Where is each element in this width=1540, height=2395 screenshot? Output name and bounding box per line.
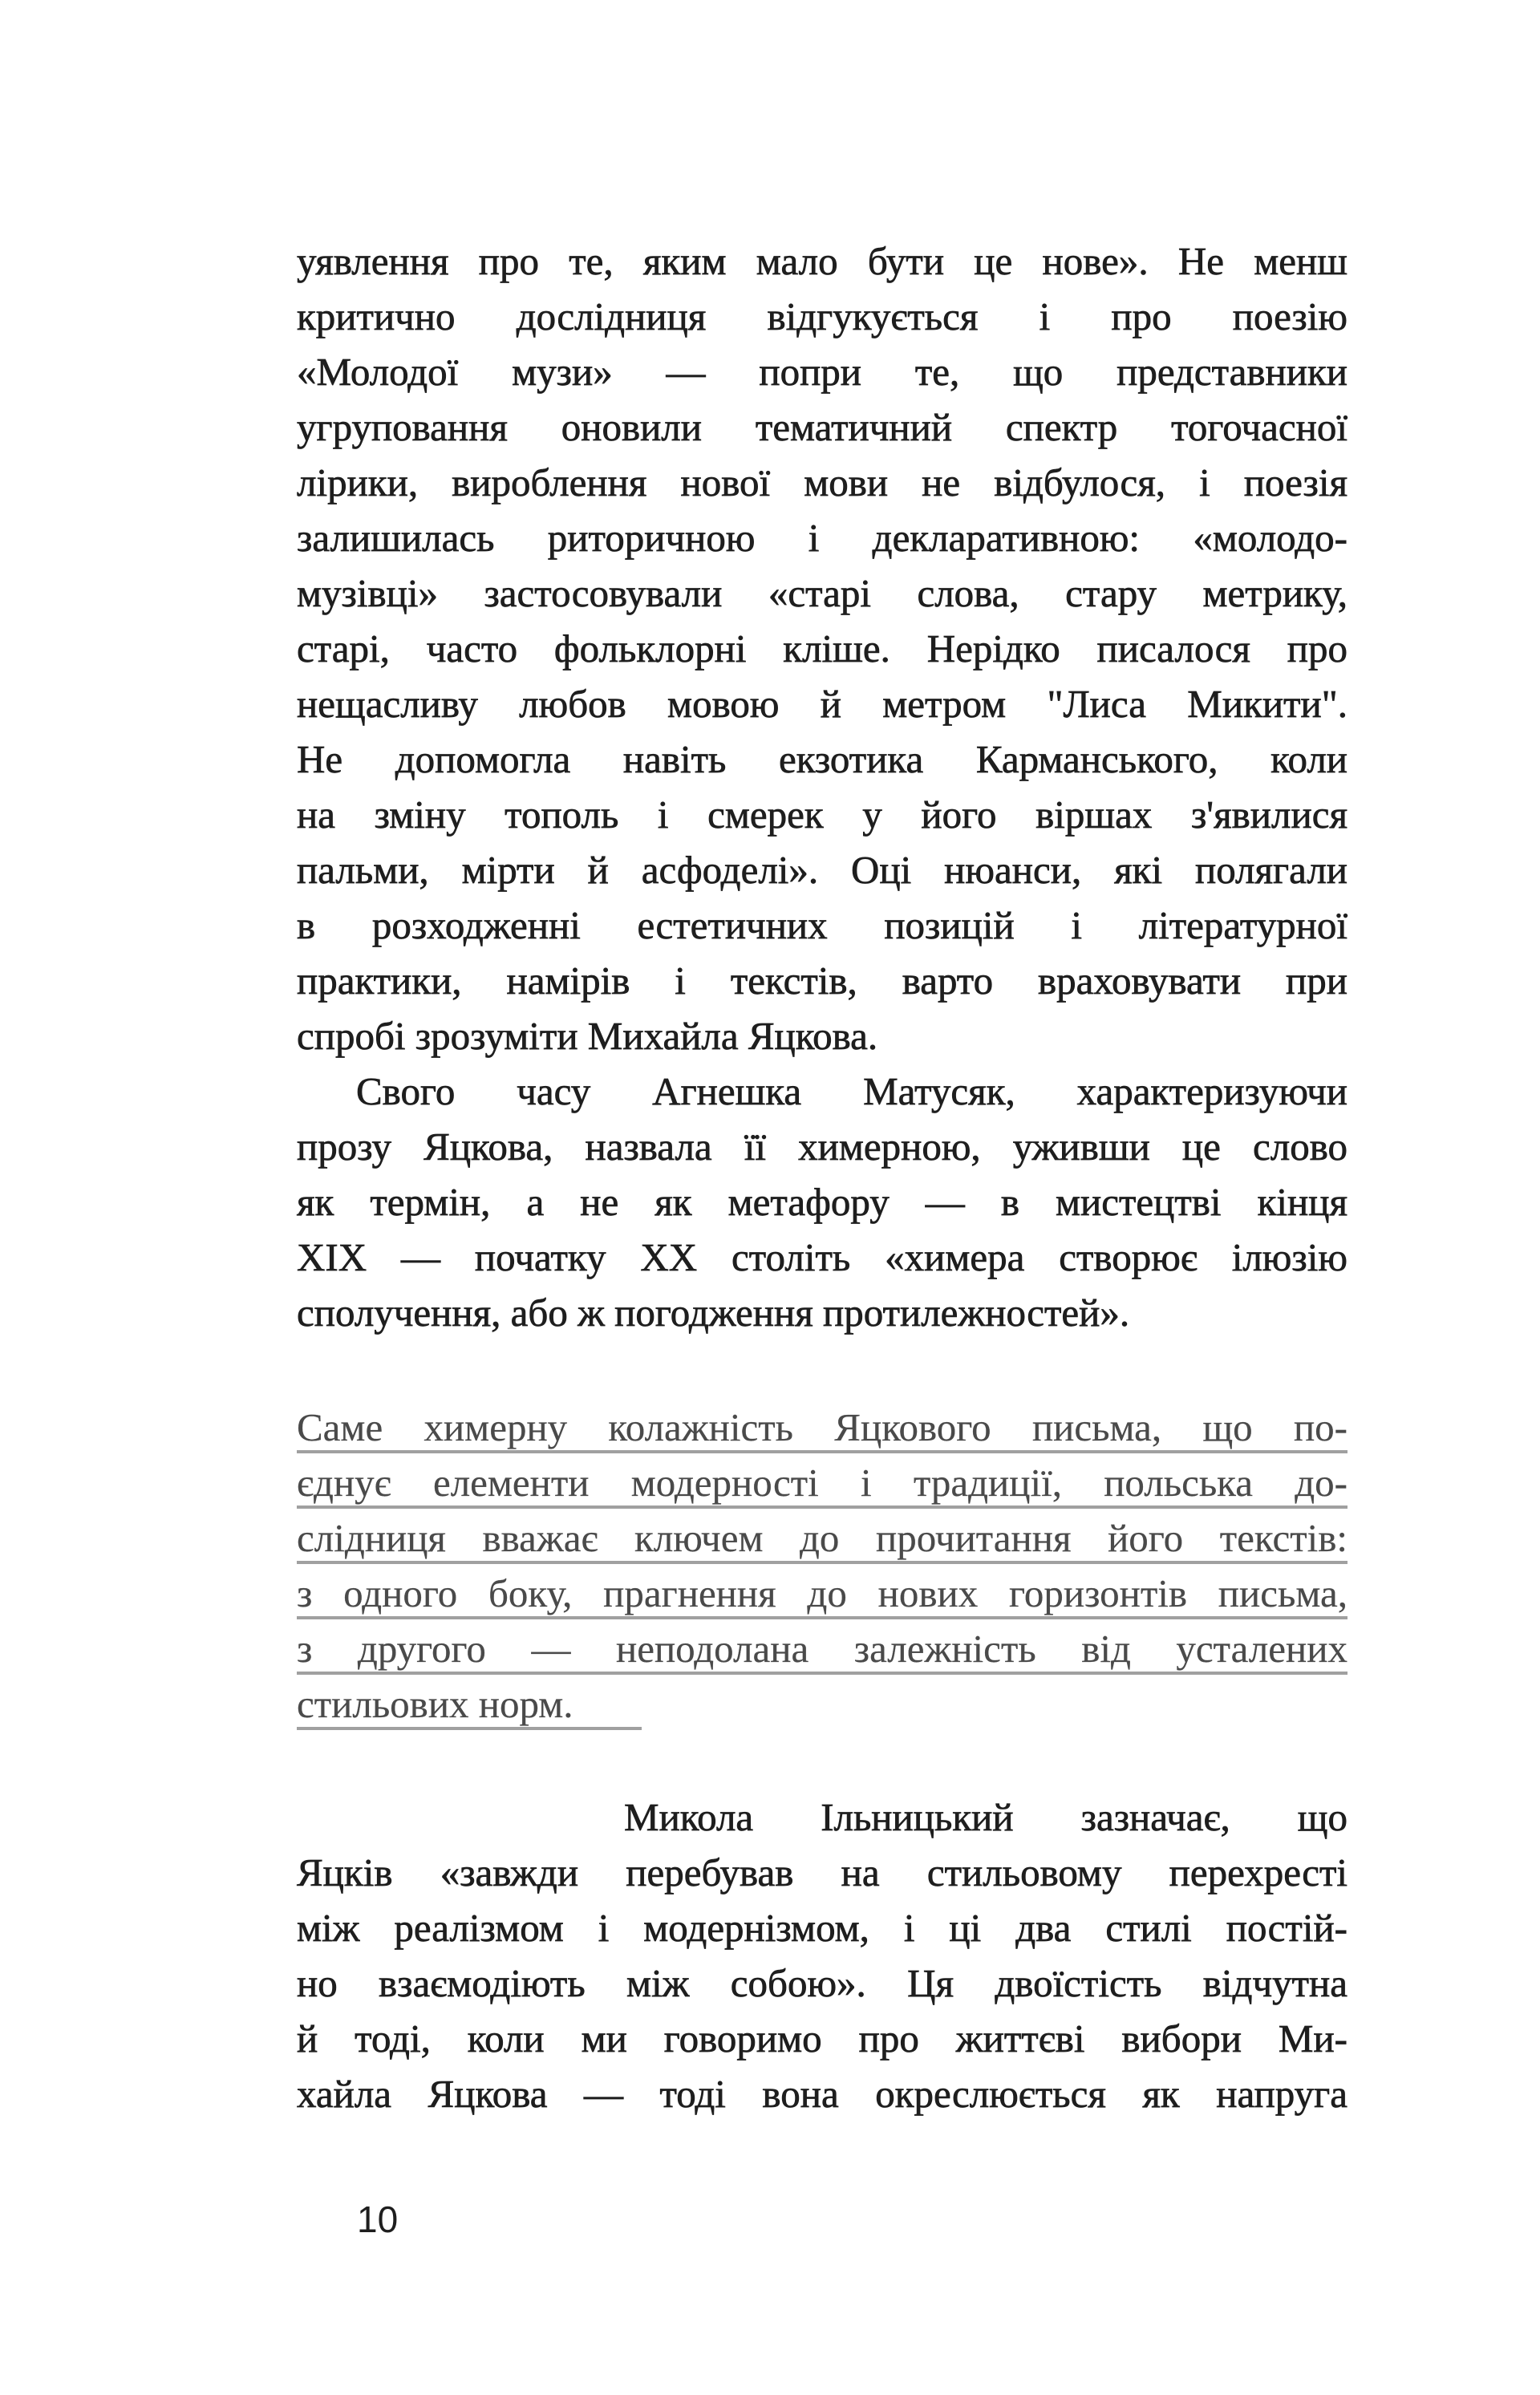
- text-line: хайла Яцкова — тоді вона окреслюється як напруга: [297, 2072, 1348, 2116]
- text-line: між реалізмом і модернізмом, і ці два стилі постій-: [297, 1906, 1348, 1950]
- text-line: «Молодої музи» — попри те, що представники: [297, 350, 1348, 394]
- text-line: критично дослідниця відгукується і про поезію: [297, 294, 1348, 338]
- highlighted-passage: [297, 1400, 1348, 1732]
- text-line: як термін, а не як метафору — в мистецтві кінця: [297, 1180, 1348, 1224]
- text-line: XIX — початку XX століть «химера створює ілюзію: [297, 1235, 1348, 1279]
- text-line: сполучення, або ж погодження протилежностей».: [297, 1291, 1130, 1335]
- text-line: Свого часу Агнешка Матусяк, характеризуючи: [356, 1069, 1348, 1113]
- text-line: залишилась риторичною і декларативною: «молодо-: [297, 516, 1348, 560]
- text-line: Яцків «завжди перебував на стильовому перехресті: [297, 1850, 1348, 1895]
- text-line: музівці» застосовували «старі слова, стару метрику,: [297, 571, 1348, 615]
- text-line: пальми, мірти й асфоделі». Оці нюанси, які полягали: [297, 848, 1348, 892]
- highlighted-text-line: стильових норм.: [297, 1676, 1348, 1732]
- text-line: прозу Яцкова, назвала її химерною, уживши це слово: [297, 1125, 1348, 1169]
- page-number: 10: [357, 2198, 399, 2240]
- body-paragraphs: [297, 233, 1348, 1340]
- text-line: старі, часто фольклорні кліше. Нерідко писалося про: [297, 626, 1348, 671]
- text-line: уявлення про те, яким мало бути це нове». Не менш: [297, 239, 1348, 283]
- text-line: й тоді, коли ми говоримо про життєві вибори Ми-: [297, 2016, 1348, 2061]
- highlighted-text-line: з другого — неподолана залежність від усталених: [297, 1621, 1348, 1676]
- highlighted-text-line: Саме химерну колажність Яцкового письма, що по-: [297, 1400, 1348, 1455]
- text-line: Не допомогла навіть екзотика Карманського, коли: [297, 737, 1348, 781]
- text-line: Микола Ільницький зазначає, що: [624, 1795, 1348, 1839]
- highlighted-text-line: слідниця вважає ключем до прочитання його текстів:: [297, 1510, 1348, 1566]
- highlighted-text-line: єднує елементи модерності і традиції, польська до-: [297, 1455, 1348, 1510]
- text-line: нещасливу любов мовою й метром "Лиса Микити".: [297, 682, 1348, 726]
- text-line: на зміну тополь і смерек у його віршах з'явилися: [297, 792, 1348, 837]
- text-line: но взаємодіють між собою». Ця двоїстість відчутна: [297, 1961, 1348, 2005]
- text-line: угруповання оновили тематичний спектр тогочасної: [297, 405, 1348, 449]
- text-line: спробі зрозуміти Михайла Яцкова.: [297, 1014, 878, 1058]
- text-line: в розходженні естетичних позицій і літературної: [297, 903, 1348, 947]
- text-line: лірики, вироблення нової мови не відбулося, і поезія: [297, 460, 1348, 505]
- highlighted-text-line: з одного боку, прагнення до нових горизонтів письма,: [297, 1566, 1348, 1621]
- continuation-paragraph: [297, 1789, 1348, 2121]
- text-line: практики, намірів і текстів, варто враховувати при: [297, 958, 1348, 1003]
